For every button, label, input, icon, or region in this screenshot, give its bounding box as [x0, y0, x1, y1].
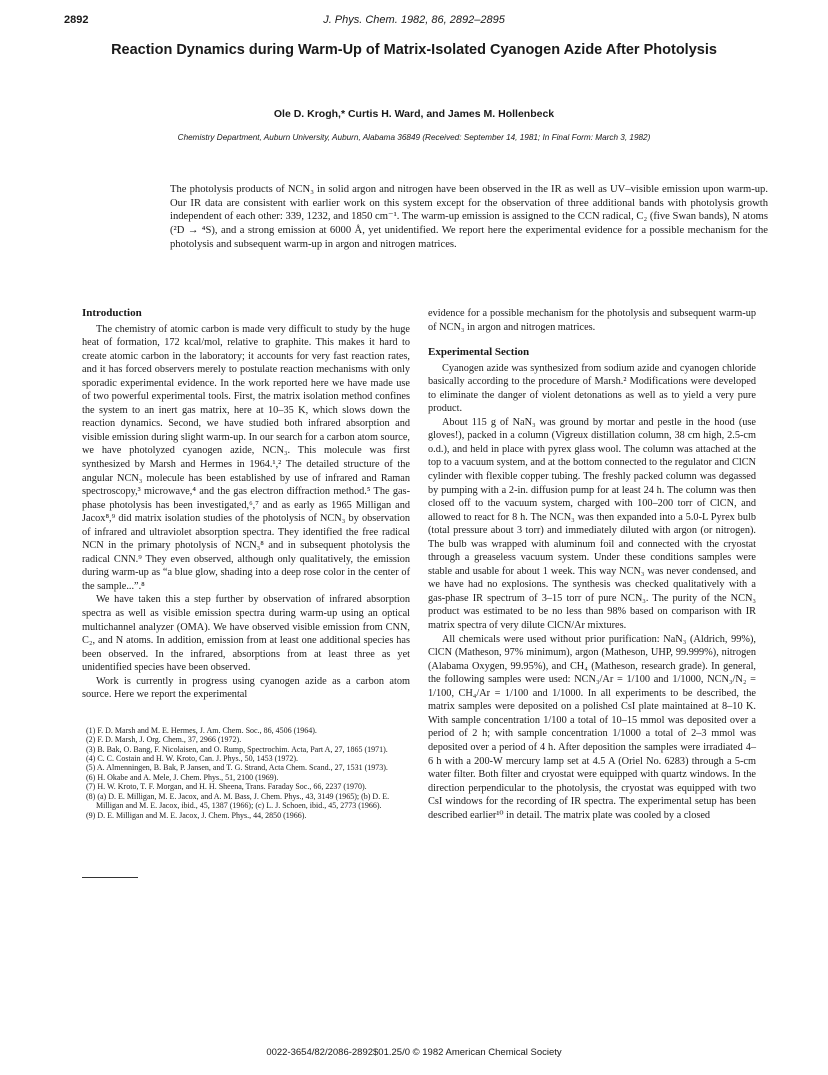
article-title: Reaction Dynamics during Warm-Up of Matrix-Isolated Cyanogen Azide After Photolysis	[111, 42, 717, 58]
intro-paragraph-3: Work is currently in progress using cyanogen azide as a carbon atom source. Here we report the experimental	[82, 675, 410, 701]
right-column	[428, 307, 756, 822]
reference-item: (3) B. Bak, O. Bang, F. Nicolaisen, and O. Rump, Spectrochim. Acta, Part A, 27, 1865 (1971).	[86, 744, 388, 754]
affiliation: Chemistry Department, Auburn University, Auburn, Alabama 36849 (Received: September 14, 1981; In Final Form: March 3, 1982)	[177, 133, 651, 142]
reference-item: (8) (a) D. E. Milligan, M. E. Jacox, and A. M. Bass, J. Chem. Phys., 43, 3149 (1965); (b) D. E. Milligan and M. E. Jacox, ibid., 45, 1387 (1966); (c) L. J. Schoen, ibid., 45, 2773 (1966).	[86, 791, 390, 811]
reference-item: (4) C. C. Costain and H. W. Kroto, Can. J. Phys., 50, 1453 (1972).	[86, 754, 298, 764]
references-list	[82, 726, 410, 820]
authors: Ole D. Krogh,* Curtis H. Ward, and James M. Hollenbeck	[273, 108, 555, 120]
reference-item: (5) A. Almenningen, B. Bak, P. Jansen, and T. G. Strand, Acta Chem. Scand., 27, 1531 (1973).	[86, 763, 388, 773]
intro-continuation: evidence for a possible mechanism for the photolysis and subsequent warm-up of NCN₃ in argon and nitrogen matrices.	[428, 308, 756, 333]
footnote-rule	[82, 877, 138, 878]
experimental-heading: Experimental Section	[428, 346, 530, 359]
experimental-paragraph-2: About 115 g of NaN₃ was ground by mortar and pestle in the hood (use gloves!), packed in a column (Vigreux distillation column, 38 cm high, 2.5-cm o.d.), and held in place with pyrex glass wool. The column was attached at the top to a vacuum system, and at the bottom connected to the regulator and ClCN cylinder with flexible copper tubing. The freshly packed column was degassed by pumping with a 2-in. diffusion pump for at least 24 h. The column was then closed off to the vacuum system, charged with 100–200 torr of ClCN, and allowed to react for 8 h. The NCN₃ was then expanded into a 5.0-L Pyrex bulb (total pressure about 3 torr) and immediately diluted with argon (or nitrogen). The bulb was wrapped with aluminum foil and connected with the cryostat through a greaseless vacuum system. Under these conditions samples were stable and usable for about 1 week. This way NCN₃ was never condensed, and we have had no explosions. The synthesis was checked qualitatively with a gas-phase IR spectrum of 3–15 torr of pure NCN₃. The purity of the NCN₃ product was estimated to be no less than 98% based on comparison with IR matrix spectra of very dilute ClCN/Ar mixtures.	[428, 416, 756, 632]
page-footer: 0022-3654/82/2086-2892$01.25/0 © 1982 American Chemical Society	[266, 1047, 562, 1058]
experimental-paragraph-1: Cyanogen azide was synthesized from sodium azide and cyanogen chloride basically according to the procedure of Marsh.² Modifications were developed to eliminate the danger of violent detonations as well as to yield a very pure product.	[428, 362, 756, 415]
left-column	[82, 307, 410, 820]
reference-item: (1) F. D. Marsh and M. E. Hermes, J. Am. Chem. Soc., 86, 4506 (1964).	[86, 725, 317, 735]
reference-item: (6) H. Okabe and A. Mele, J. Chem. Phys., 51, 2100 (1969).	[86, 772, 279, 782]
reference-item: (7) H. W. Kroto, T. F. Morgan, and H. H. Sheena, Trans. Faraday Soc., 66, 2237 (1970).	[86, 782, 367, 792]
reference-item: (9) D. E. Milligan and M. E. Jacox, J. Chem. Phys., 44, 2850 (1966).	[86, 810, 307, 820]
introduction-heading: Introduction	[82, 307, 142, 319]
reference-item: (2) F. D. Marsh, J. Org. Chem., 37, 2966 (1972).	[86, 735, 242, 745]
intro-paragraph-2: We have taken this a step further by observation of infrared absorption spectra as well as visible emission spectra during warm-up using an optical multichannel analyzer (OMA). We have observed visible emission from CNN, C₂, and N atoms. In addition, emission from at least one additional species has been observed. In the infrared, absorptions from at least three as yet unidentified species have been observed.	[82, 594, 410, 674]
running-head: J. Phys. Chem. 1982, 86, 2892–2895	[323, 14, 505, 26]
abstract: The photolysis products of NCN₃ in solid argon and nitrogen have been observed in the IR as well as UV–visible emission upon warm-up. Our IR data are consistent with earlier work on this system except for the observation of three additional bands with photolysis growth independent of each other: 339, 1232, and 1850 cm⁻¹. The warm-up emission is assigned to the CCN radical, C₂ (five Swan bands), N atoms (²D → ⁴S), and a strong emission at 6000 Å, yet unidentified. We report here the experimental evidence for a possible mechanism for the photolysis and subsequent warm-up in argon and nitrogen matrices.	[170, 184, 768, 250]
intro-paragraph-1: The chemistry of atomic carbon is made very difficult to study by the huge heat of formation, 172 kcal/mol, relative to graphite. This makes it hard to create atomic carbon in the laboratory; it accounts for very fast reaction rates, and it has forced observers merely to postulate reaction mechanisms with only sporadic experimental evidence. In the work reported here we have made use of two powerful experimental tools. First, the matrix isolation method confines the system to an inert gas matrix, here at 10–35 K, which slows down the reaction dynamics. Second, we have studied both infrared absorption and visible emission during slight warm-up. In our search for a carbon atom source, we have photolyzed cyanogen azide, NCN₃. This molecule was first synthesized by Marsh and Hermes in 1964.¹,² The detailed structure of the angular NCN₃ molecule has been established by use of infrared and Raman spectroscopy,³ microwave,⁴ and the gas electron diffraction method.⁵ The gas-phase photolysis has been investigated,⁶,⁷ and as early as 1965 Milligan and Jacox⁸,⁹ did matrix isolation studies of the photolysis of NCN₃ by observation of infrared and ultraviolet absorption spectra. They identified the free radical NCN in the primary photolysis of NCN₃⁸ and in subsequent photolysis the radical CNN.⁹ They even observed, although only qualitatively, the emission during warm-up as “a blue glow, shading into a deep rose color in the center of the sample...”.⁸	[82, 323, 410, 592]
experimental-paragraph-3: All chemicals were used without prior purification: NaN₃ (Aldrich, 99%), ClCN (Matheson, 97% minimum), argon (Matheson, UHP, 99.999%), nitrogen (Alabama Oxygen, 99.95%), and CH₄ (Matheson, research grade). In general, the following samples were used: NCN₃/Ar = 1/100 and 1/1000, NCN₃/N₂ = 1/100, CH₄/Ar = 1/100 and 1/1000. In all experiments to be described, the matrix samples were deposited on a polished CsI plate maintained at 8–10 K. With sample concentration 1/100 a total of 10–15 mmol was deposited over a period of 2 h; with sample concentration 1/1000 a total of 2–3 mmol was deposited over a period of 4 h. After deposition the samples were irradiated 4–6 h with a 200-W mercury lamp set at 4.5 A (Oriel No. 6283) through a 5-cm water filter. Both filter and cryostat were equipped with quartz windows. In the direction perpendicular to the photolysis, the cryostat was equipped with two CsI windows for the recording of IR spectra. The experimental setup has been described earlier¹⁰ in detail. The matrix plate was cooled by a closed	[428, 633, 756, 821]
page-number: 2892	[64, 14, 89, 26]
